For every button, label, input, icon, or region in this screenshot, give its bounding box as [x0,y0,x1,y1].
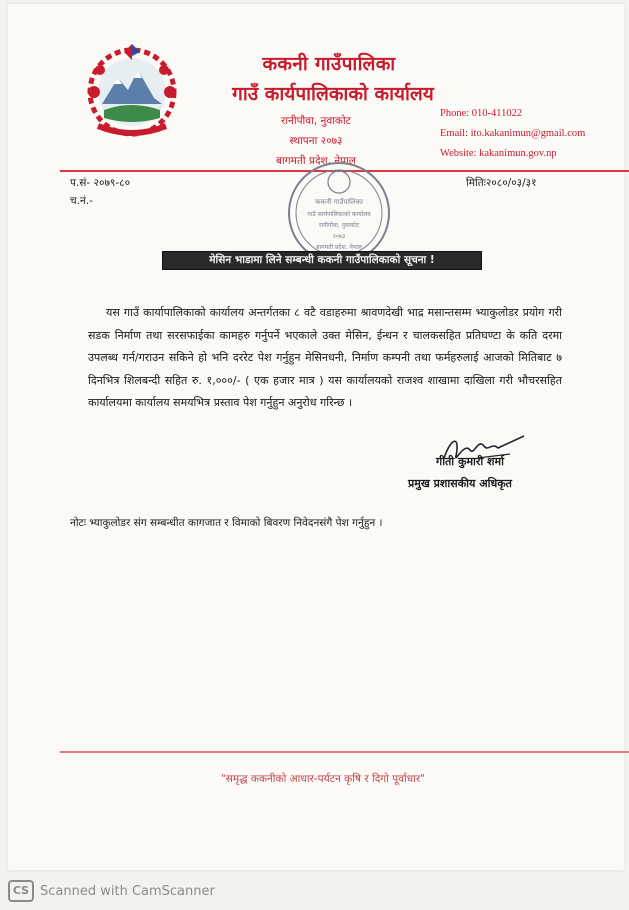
email-text: Email: ito.kakanimun@gmail.com [440,128,586,139]
province-line: बागमती प्रदेश, नेपाल [276,155,356,167]
camscanner-watermark [8,880,215,902]
camscanner-text: Scanned with CamScanner [40,883,215,899]
footer-motto: "समृद्ध ककनीको आधार-पर्यटन कृषि र दिगो पूर्वाधार" [220,773,426,785]
camscanner-logo-icon: CS [8,880,34,902]
stamp-line-1: ककनी गाउँपालिका [315,198,363,206]
stamp-line-4: २०७३ [332,233,346,240]
notice-title: मेसिन भाडामा लिने सम्बन्धी ककनी गाउँपालिकाको सूचना ! [162,251,482,270]
dispatch-number: च.नं.- [70,195,93,207]
office-title: गाउँ कार्यपालिकाको कार्यालय [232,83,434,105]
stamp-line-5: बागमती प्रदेश, नेपाल [316,244,362,251]
signatory-name: गीती कुमारी शर्मा [436,455,504,468]
website-text: Website: kakanimun.gov.np [440,148,557,159]
phone-text: Phone: 010-411022 [440,108,523,119]
signatory-designation: प्रमुख प्रशासकीय अधिकृत [408,477,512,490]
municipality-title: ककनी गाउँपालिका [262,53,396,75]
letter-page [8,4,624,870]
note-text: नोटः भ्याकुलोडर संग सम्बन्धीत कागजात र विमाको बिवरण निवेदनसंगै पेश गर्नुहुन । [70,517,383,529]
notice-body [88,302,562,415]
notice-body-text: यस गाउँ कार्यापालिकाको कार्यालय अन्तर्गतका ८ वटै वडाहरुमा श्रावणदेखी भाद्र मसान्तसम्म भ्याकुलोडर प्रयोग गरी सडक निर्माण तथा सरसफाईका कामहरु गर्नुपर्ने भएकाले उक्त मेसिन, ईन्धन र चालकसहित प्रतिघण्टा के कति दरमा उपलब्ध गर्न/गराउन सकिने हो भनि दररेट पेश गर्नुहुन मेसिनधनी, निर्माण कम्पनी तथा फर्महरुलाई आजको मितिबाट ७ दिनभित्र शिलबन्दी सहित रु. १,०००/- ( एक हजार मात्र ) यस कार्यालयको राजश्व शाखामा दाखिला गरी भौचरसहित कार्यालयमा कार्यालय समयभित्र प्रस्ताव पेश गर्नुहुन अनुरोध गरिन्छ । [88,306,562,409]
government-emblem-icon [74,40,192,146]
stamp-line-3: रानीपौवा, नुवाकोट [319,222,359,229]
footer-divider [60,751,629,753]
letter-number: प.सं- २०७९-८० [70,177,131,189]
establishment-line: स्थापना २०७३ [289,135,343,147]
address-line: रानीपौवा, नुवाकोट [281,115,351,127]
stamp-line-2: गाउँ कार्यपालिकाको कार्यालय [307,211,371,218]
letter-date: मितिः२०८०/०३/३१ [466,177,537,189]
